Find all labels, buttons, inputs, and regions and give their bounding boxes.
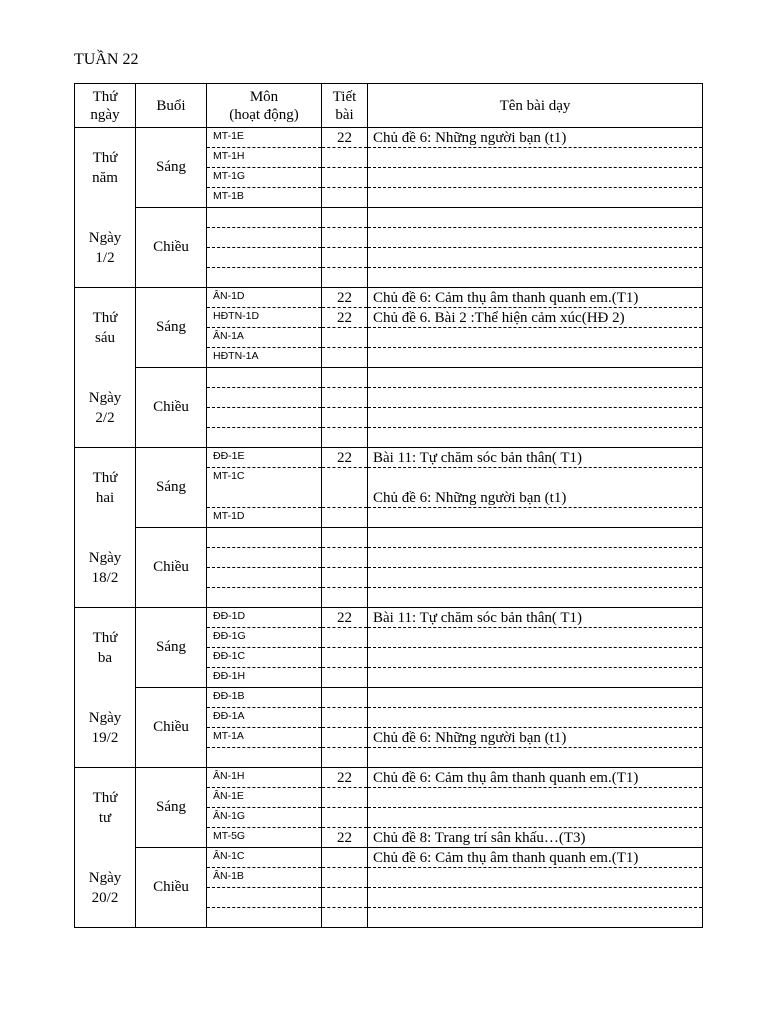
period-cell: 22 xyxy=(322,128,368,148)
lesson-cell xyxy=(368,528,703,548)
lesson-cell xyxy=(368,748,703,768)
period-cell xyxy=(322,808,368,828)
period-cell xyxy=(322,248,368,268)
session-cell: Sáng xyxy=(136,768,207,848)
lesson-cell xyxy=(368,268,703,288)
period-cell xyxy=(322,388,368,408)
subject-cell xyxy=(207,748,322,768)
session-cell: Sáng xyxy=(136,288,207,368)
lesson-cell xyxy=(368,508,703,528)
session-cell: Chiều xyxy=(136,688,207,768)
session-cell: Chiều xyxy=(136,208,207,288)
lesson-cell xyxy=(368,688,703,708)
day-cell xyxy=(75,128,136,288)
subject-cell: ĐĐ-1C xyxy=(207,648,322,668)
subject-cell xyxy=(207,888,322,908)
period-cell xyxy=(322,688,368,708)
date-value: 1/2 xyxy=(95,249,115,266)
day-cell xyxy=(75,768,136,928)
period-cell: 22 xyxy=(322,828,368,848)
weekday-text: sáu xyxy=(95,329,115,346)
subject-cell: MT-1G xyxy=(207,168,322,188)
subject-cell: ĐĐ-1D xyxy=(207,608,322,628)
subject-cell: MT-1B xyxy=(207,188,322,208)
period-cell xyxy=(322,628,368,648)
subject-cell: ÂN-1G xyxy=(207,808,322,828)
period-cell xyxy=(322,328,368,348)
period-cell xyxy=(322,188,368,208)
subject-cell: ÂN-1B xyxy=(207,868,322,888)
date-value: 18/2 xyxy=(91,569,119,586)
period-cell xyxy=(322,368,368,388)
lesson-cell xyxy=(368,248,703,268)
lesson-cell xyxy=(368,188,703,208)
lesson-cell xyxy=(368,168,703,188)
lesson-cell: Bài 11: Tự chăm sóc bản thân( T1) xyxy=(368,448,703,468)
lesson-cell xyxy=(368,568,703,588)
period-cell xyxy=(322,548,368,568)
lesson-cell xyxy=(368,348,703,368)
page-title: TUẦN 22 xyxy=(74,51,139,68)
period-cell xyxy=(322,788,368,808)
period-cell: 22 xyxy=(322,288,368,308)
period-cell xyxy=(322,908,368,928)
subject-cell xyxy=(207,208,322,228)
subject-cell xyxy=(207,268,322,288)
date-value: 2/2 xyxy=(95,409,115,426)
table-row xyxy=(75,608,703,628)
subject-cell: MT-1C xyxy=(207,468,322,508)
weekday-text: tư xyxy=(98,809,112,826)
session-cell: Chiều xyxy=(136,368,207,448)
weekday-text: Thứ xyxy=(92,629,118,646)
subject-cell xyxy=(207,568,322,588)
lesson-cell: Chủ đề 6: Cảm thụ âm thanh quanh em.(T1) xyxy=(368,848,703,868)
period-cell xyxy=(322,508,368,528)
subject-cell: ĐĐ-1G xyxy=(207,628,322,648)
lesson-cell xyxy=(368,808,703,828)
session-cell: Sáng xyxy=(136,608,207,688)
period-cell xyxy=(322,668,368,688)
lesson-cell xyxy=(368,228,703,248)
lesson-cell: Chủ đề 6: Cảm thụ âm thanh quanh em.(T1) xyxy=(368,288,703,308)
lesson-cell xyxy=(368,708,703,728)
subject-cell xyxy=(207,408,322,428)
period-cell xyxy=(322,888,368,908)
period-cell xyxy=(322,208,368,228)
weekday-text: Thứ xyxy=(92,309,118,326)
lesson-cell xyxy=(368,628,703,648)
header-period: Tiết bài xyxy=(322,84,368,128)
subject-cell: ĐĐ-1E xyxy=(207,448,322,468)
lesson-cell xyxy=(368,408,703,428)
lesson-cell xyxy=(368,208,703,228)
lesson-cell xyxy=(368,428,703,448)
subject-cell xyxy=(207,908,322,928)
period-cell xyxy=(322,168,368,188)
weekday-text: Thứ xyxy=(92,149,118,166)
header-subject: Môn (hoạt động) xyxy=(207,84,322,128)
date-label: Ngày xyxy=(88,869,122,886)
lesson-cell: Chủ đề 8: Trang trí sân khấu…(T3) xyxy=(368,828,703,848)
header-session: Buổi xyxy=(136,84,207,128)
subject-cell xyxy=(207,368,322,388)
lesson-cell: Chủ đề 6: Những người bạn (t1) xyxy=(368,128,703,148)
period-cell xyxy=(322,848,368,868)
table-header-row xyxy=(75,84,703,128)
period-cell xyxy=(322,648,368,668)
table-row xyxy=(75,368,703,388)
lesson-cell xyxy=(368,588,703,608)
subject-cell: ĐĐ-1H xyxy=(207,668,322,688)
date-label: Ngày xyxy=(88,549,122,566)
table-row xyxy=(75,448,703,468)
subject-cell xyxy=(207,588,322,608)
session-cell: Sáng xyxy=(136,128,207,208)
lesson-cell: Chủ đề 6. Bài 2 :Thể hiện cảm xúc(HĐ 2) xyxy=(368,308,703,328)
subject-cell: MT-1H xyxy=(207,148,322,168)
weekday-text: ba xyxy=(97,649,113,666)
period-cell xyxy=(322,588,368,608)
lesson-cell: Bài 11: Tự chăm sóc bản thân( T1) xyxy=(368,608,703,628)
session-cell: Sáng xyxy=(136,448,207,528)
lesson-cell xyxy=(368,908,703,928)
date-value: 19/2 xyxy=(91,729,119,746)
period-cell xyxy=(322,728,368,748)
table-row xyxy=(75,128,703,148)
lesson-cell xyxy=(368,328,703,348)
table-row xyxy=(75,208,703,228)
subject-cell xyxy=(207,248,322,268)
weekday-text: Thứ xyxy=(92,789,118,806)
subject-cell: MT-1D xyxy=(207,508,322,528)
day-cell xyxy=(75,288,136,448)
schedule-body xyxy=(75,128,703,928)
period-cell xyxy=(322,868,368,888)
date-label: Ngày xyxy=(88,709,122,726)
period-cell: 22 xyxy=(322,308,368,328)
period-cell xyxy=(322,228,368,248)
period-cell xyxy=(322,428,368,448)
subject-cell: ÂN-1D xyxy=(207,288,322,308)
period-cell: 22 xyxy=(322,608,368,628)
subject-cell xyxy=(207,548,322,568)
lesson-cell xyxy=(368,888,703,908)
table-row xyxy=(75,688,703,708)
subject-cell: MT-1A xyxy=(207,728,322,748)
period-cell xyxy=(322,468,368,508)
subject-cell: MT-5G xyxy=(207,828,322,848)
header-day: Thứ ngày xyxy=(75,84,136,128)
weekday-text: Thứ xyxy=(92,469,118,486)
subject-cell: ĐĐ-1A xyxy=(207,708,322,728)
date-value: 20/2 xyxy=(91,889,119,906)
period-cell xyxy=(322,748,368,768)
subject-cell: HĐTN-1A xyxy=(207,348,322,368)
day-cell xyxy=(75,448,136,608)
table-row xyxy=(75,528,703,548)
day-cell xyxy=(75,608,136,768)
period-cell: 22 xyxy=(322,448,368,468)
subject-cell: ÂN-1E xyxy=(207,788,322,808)
period-cell xyxy=(322,708,368,728)
period-cell xyxy=(322,268,368,288)
subject-cell: ÂN-1H xyxy=(207,768,322,788)
lesson-cell xyxy=(368,868,703,888)
subject-cell: ÂN-1C xyxy=(207,848,322,868)
lesson-cell xyxy=(368,388,703,408)
header-lesson: Tên bài dạy xyxy=(368,84,703,128)
period-cell xyxy=(322,568,368,588)
period-cell xyxy=(322,528,368,548)
period-cell xyxy=(322,408,368,428)
lesson-cell xyxy=(368,668,703,688)
lesson-cell xyxy=(368,648,703,668)
date-label: Ngày xyxy=(88,389,122,406)
period-cell: 22 xyxy=(322,768,368,788)
table-row xyxy=(75,288,703,308)
period-cell xyxy=(322,148,368,168)
lesson-cell xyxy=(368,548,703,568)
subject-cell: ĐĐ-1B xyxy=(207,688,322,708)
subject-cell xyxy=(207,228,322,248)
subject-cell xyxy=(207,528,322,548)
weekday-text: hai xyxy=(95,489,115,506)
lesson-cell: Chủ đề 6: Những người bạn (t1) xyxy=(368,728,703,748)
session-cell: Chiều xyxy=(136,848,207,928)
schedule-table xyxy=(74,83,703,928)
subject-cell xyxy=(207,388,322,408)
weekday-text: năm xyxy=(92,169,118,186)
subject-cell: HĐTN-1D xyxy=(207,308,322,328)
period-cell xyxy=(322,348,368,368)
lesson-cell xyxy=(368,788,703,808)
subject-cell: ÂN-1A xyxy=(207,328,322,348)
session-cell: Chiều xyxy=(136,528,207,608)
table-row xyxy=(75,768,703,788)
subject-cell xyxy=(207,428,322,448)
lesson-cell xyxy=(368,368,703,388)
subject-cell: MT-1E xyxy=(207,128,322,148)
table-row xyxy=(75,848,703,868)
lesson-cell: Chủ đề 6: Cảm thụ âm thanh quanh em.(T1) xyxy=(368,768,703,788)
date-label: Ngày xyxy=(88,229,122,246)
lesson-cell: Chủ đề 6: Những người bạn (t1) xyxy=(368,468,703,508)
lesson-cell xyxy=(368,148,703,168)
